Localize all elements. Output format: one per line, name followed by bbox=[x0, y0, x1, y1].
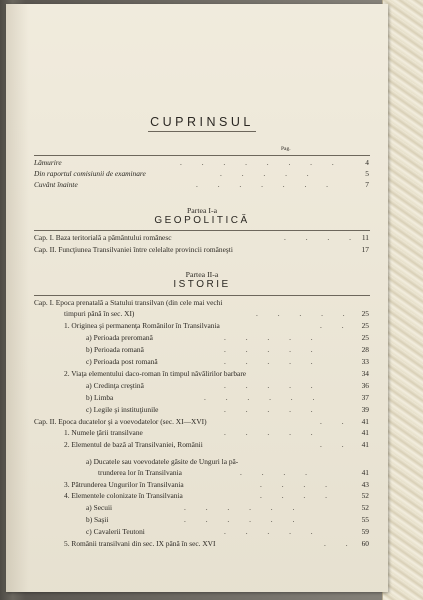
toc-entry-text: Cap. I. Baza teritorială a pământului românesc bbox=[34, 233, 172, 242]
toc-entry-text: 2. Viaţa elementului daco-roman în timpul năvălirilor barbare bbox=[64, 369, 247, 378]
toc-leader-dots: . . . . . . bbox=[184, 503, 304, 512]
toc-entry-text: b) Saşii bbox=[86, 515, 109, 524]
toc-row bbox=[34, 503, 370, 513]
toc-leader-dots: . . bbox=[320, 440, 353, 449]
toc-row bbox=[34, 515, 370, 525]
toc-row bbox=[34, 321, 370, 331]
section-rule bbox=[34, 230, 370, 231]
toc-leader-dots: . . . . . . . bbox=[196, 180, 338, 189]
toc-entry-text: 1. Numele ţării transilvane bbox=[64, 428, 143, 437]
toc-entry-text: c) Perioada post romană bbox=[86, 357, 158, 366]
toc-row bbox=[34, 527, 370, 537]
toc-entry-text: Lămurire bbox=[34, 158, 62, 167]
toc-entry-text: Cuvânt înainte bbox=[34, 180, 78, 189]
toc-row bbox=[34, 333, 370, 343]
toc-entry-text: c) Cavalerii Teutoni bbox=[86, 527, 145, 536]
toc-entry-text: 3. Pătrunderea Ungurilor în Transilvania bbox=[64, 480, 184, 489]
toc-entry-text: timpuri până în sec. XI) bbox=[64, 309, 135, 318]
toc-page-number: 25 bbox=[361, 321, 369, 330]
toc-row bbox=[34, 405, 370, 415]
toc-page-number: 39 bbox=[361, 405, 369, 414]
toc-leader-dots: . . . . . . bbox=[184, 515, 304, 524]
toc-page-number: 5 bbox=[365, 169, 369, 178]
toc-page-number: 41 bbox=[361, 468, 369, 477]
toc-page-number: 52 bbox=[361, 503, 369, 512]
toc-entry-text: 2. Elementul de bază al Transilvaniei, Românii bbox=[64, 440, 203, 449]
toc-row bbox=[34, 245, 370, 255]
toc-leader-dots: . . . . . bbox=[224, 357, 322, 366]
toc-entry-text: a) Ducatele sau voevodatele găsite de Unguri la pă- bbox=[86, 457, 239, 466]
toc-page-number: 7 bbox=[365, 180, 369, 189]
toc-page-number: 36 bbox=[361, 381, 369, 390]
toc-entry-text: Cap. II. Epoca ducatelor şi a voevodatelor (sec. XI—XVI) bbox=[34, 417, 207, 426]
toc-leader-dots: . . . . bbox=[260, 480, 336, 489]
toc-row bbox=[34, 468, 370, 478]
toc-entry-text: c) Legile şi instituţiunile bbox=[86, 405, 159, 414]
toc-page-number: 17 bbox=[361, 245, 369, 254]
toc-leader-dots: . . bbox=[320, 321, 353, 330]
toc-row bbox=[34, 381, 370, 391]
toc-leader-dots: . . . . . bbox=[224, 345, 322, 354]
toc-title: CUPRINSUL bbox=[150, 115, 254, 129]
toc-row bbox=[34, 158, 370, 168]
toc-page-number: 25 bbox=[361, 333, 369, 342]
toc-page-number: 25 bbox=[361, 309, 369, 318]
toc-row bbox=[34, 491, 370, 501]
toc-leader-dots: . . bbox=[324, 539, 357, 548]
toc-leader-dots: . . . . bbox=[240, 468, 316, 477]
toc-entry-text: 4. Elementele colonizate în Transilvania bbox=[64, 491, 183, 500]
toc-row bbox=[34, 417, 370, 427]
toc-page-number: 41 bbox=[361, 428, 369, 437]
toc-row bbox=[34, 180, 370, 190]
toc-leader-dots: . . . . . bbox=[224, 428, 322, 437]
toc-row bbox=[34, 480, 370, 490]
toc-leader-dots: . . . . . bbox=[256, 309, 354, 318]
part-heading: Partea II-a bbox=[185, 270, 219, 279]
toc-row bbox=[34, 233, 370, 243]
toc-page-number: 28 bbox=[361, 345, 369, 354]
header-rule bbox=[34, 155, 370, 156]
book-cover-marbled-edge bbox=[382, 0, 423, 600]
toc-row bbox=[34, 309, 370, 319]
toc-entry-text: 1. Originea şi permanenţa Românilor în Transilvania bbox=[64, 321, 220, 330]
toc-leader-dots: . . . . . . bbox=[204, 393, 324, 402]
toc-entry-text: b) Perioada romană bbox=[86, 345, 144, 354]
toc-leader-dots: . . . . . bbox=[224, 381, 322, 390]
toc-page-number: 33 bbox=[361, 357, 369, 366]
toc-leader-dots: . . . . . bbox=[224, 405, 322, 414]
toc-row bbox=[34, 345, 370, 355]
page-column-label: Pag. bbox=[281, 146, 291, 152]
toc-row bbox=[34, 369, 370, 379]
toc-row bbox=[34, 298, 370, 308]
toc-entry-text: a) Perioada preromană bbox=[86, 333, 153, 342]
part-heading: Partea I-a bbox=[186, 206, 218, 215]
toc-leader-dots: . . . . . bbox=[220, 169, 318, 178]
toc-entry-text: Din raportul comisiunii de examinare bbox=[34, 169, 146, 178]
toc-row bbox=[34, 457, 370, 467]
toc-page-number: 55 bbox=[361, 515, 369, 524]
toc-entry-text: a) Credinţa creştină bbox=[86, 381, 144, 390]
toc-page-number: 43 bbox=[361, 480, 369, 489]
toc-entry-text: trunderea lor în Transilvania bbox=[98, 468, 182, 477]
toc-row bbox=[34, 539, 370, 549]
toc-entry-text: 5. Românii transilvani din sec. IX până în sec. XVI bbox=[64, 539, 216, 548]
toc-page-number: 52 bbox=[361, 491, 369, 500]
part-title: GEOPOLITICĂ bbox=[154, 215, 250, 226]
toc-page-number: 59 bbox=[361, 527, 369, 536]
toc-page-number: 34 bbox=[361, 369, 369, 378]
toc-row bbox=[34, 169, 370, 179]
toc-row bbox=[34, 440, 370, 450]
toc-leader-dots: . . . . bbox=[260, 491, 336, 500]
toc-page-number: 4 bbox=[365, 158, 369, 167]
toc-entry-text: Cap. II. Funcţiunea Transilvaniei între celelalte provincii româneşti bbox=[34, 245, 233, 254]
toc-entry-text: b) Limba bbox=[86, 393, 114, 402]
part-title: ISTORIE bbox=[173, 279, 231, 290]
toc-page-number: 37 bbox=[361, 393, 369, 402]
toc-row bbox=[34, 357, 370, 367]
toc-page-number: 11 bbox=[361, 233, 369, 242]
toc-leader-dots: . . . . bbox=[284, 233, 360, 242]
toc-leader-dots: . . . . . . . . bbox=[180, 158, 343, 167]
toc-row bbox=[34, 428, 370, 438]
toc-row bbox=[34, 393, 370, 403]
title-underline bbox=[148, 131, 256, 132]
toc-page-number: 41 bbox=[361, 417, 369, 426]
toc-leader-dots: . . . . . bbox=[224, 333, 322, 342]
section-rule bbox=[34, 295, 370, 296]
toc-entry-text: Cap. I. Epoca prenatală a Statului transilvan (din cele mai vechi bbox=[34, 298, 223, 307]
toc-entry-text: a) Secuii bbox=[86, 503, 113, 512]
toc-page-number: 60 bbox=[361, 539, 369, 548]
toc-leader-dots: . . . . . bbox=[224, 527, 322, 536]
book-page bbox=[6, 4, 388, 592]
toc-page-number: 41 bbox=[361, 440, 369, 449]
toc-leader-dots: . . bbox=[320, 417, 353, 426]
